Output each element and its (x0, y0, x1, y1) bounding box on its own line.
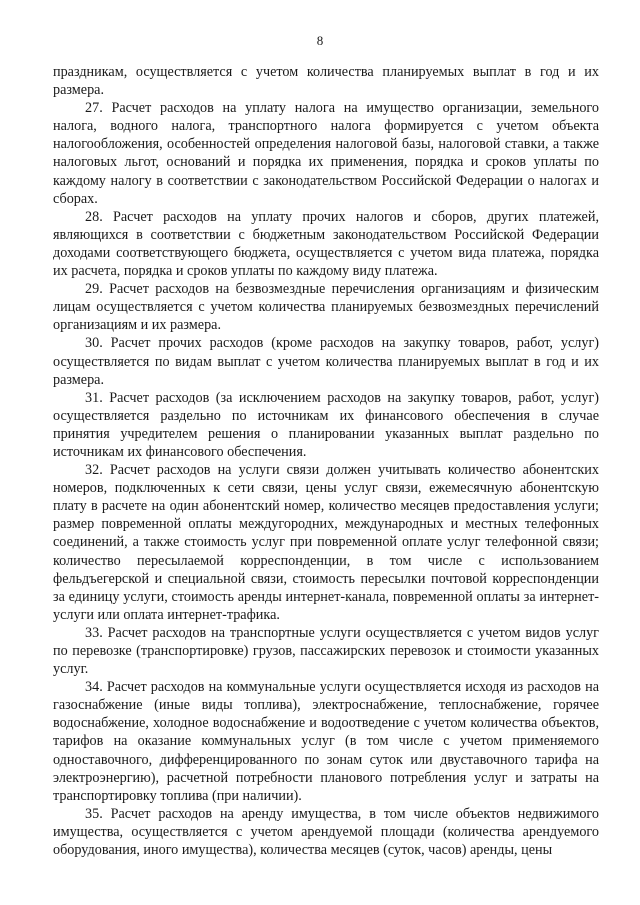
paragraph-32: 32. Расчет расходов на услуги связи должен учитывать количество абонентских номеров, подключенных к сети связи, цены услуг связи, ежемесячную абонентскую плату в расчете на один абонентский номер, количество месяцев предоставления услуги; размер повременной оплаты междугородних, международных и местных телефонных соединений, а также стоимость услуг при повременной оплате услуг телефонной связи; количество пересылаемой корреспонденции, в том числе с использованием фельдъегерской и специальной связи, стоимость пересылки почтовой корреспонденции за единицу услуги, стоимость аренды интернет-канала, повременной оплаты за интернет-услуги или оплата интернет-трафика. (53, 462, 599, 623)
document-body (53, 63, 599, 859)
paragraph-27: 27. Расчет расходов на уплату налога на имущество организации, земельного налога, водного налога, транспортного налога формируется с учетом объекта налогообложения, особенностей определения налоговой базы, налоговой ставки, а также налоговых льгот, оснований и порядка их применения, порядка и сроков уплаты по каждому налогу в соответствии с законодательством Российской Федерации о налогах и сборах. (53, 100, 599, 207)
paragraph-31: 31. Расчет расходов (за исключением расходов на закупку товаров, работ, услуг) осуществляется раздельно по источникам их финансового обеспечения в случае принятия учредителем решения о планировании указанных выплат раздельно по источникам их финансового обеспечения. (53, 389, 599, 460)
paragraph-29: 29. Расчет расходов на безвозмездные перечисления организациям и физическим лицам осуществляется с учетом количества планируемых безвозмездных перечислений организациям и их размера. (53, 281, 599, 334)
paragraph-35: 35. Расчет расходов на аренду имущества, в том числе объектов недвижимого имущества, осуществляется с учетом арендуемой площади (количества арендуемого оборудования, иного имущества), количества месяцев (суток, часов) аренды, цены (53, 805, 599, 859)
paragraph-30: 30. Расчет прочих расходов (кроме расходов на закупку товаров, работ, услуг) осуществляется по видам выплат с учетом количества планируемых выплат в год и их размера. (53, 335, 599, 388)
page-number: 8 (316, 33, 324, 48)
paragraph-34: 34. Расчет расходов на коммунальные услуги осуществляется исходя из расходов на газоснабжение (иные виды топлива), электроснабжение, теплоснабжение, горячее водоснабжение, холодное водоснабжение и водоотведение с учетом количества объектов, тарифов на оказание коммунальных услуг (в том числе с учетом применяемого одноставочного, дифференцированного по зонам суток или двуставочного тарифа на электроэнергию), расчетной потребности планового потребления услуг и затраты на транспортировку топлива (при наличии). (53, 679, 599, 804)
paragraph-33: 33. Расчет расходов на транспортные услуги осуществляется с учетом видов услуг по перевозке (транспортировке) грузов, пассажирских перевозок и стоимости указанных услуг. (53, 624, 599, 678)
paragraph-28: 28. Расчет расходов на уплату прочих налогов и сборов, других платежей, являющихся в соответствии с бюджетным законодательством Российской Федерации доходами соответствующего бюджета, осуществляется с учетом вида платежа, порядка их расчета, порядка и сроков уплаты по каждому виду платежа. (53, 208, 599, 280)
paragraph-continuation: праздникам, осуществляется с учетом количества планируемых выплат в год и их размера. (53, 64, 599, 99)
